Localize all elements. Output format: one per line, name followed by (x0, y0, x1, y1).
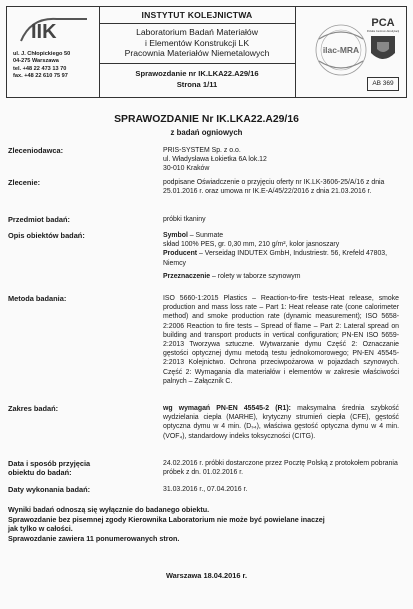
laboratory-name (99, 27, 295, 59)
lab-line: Laboratorium Badań Materiałów (136, 27, 258, 37)
header-center-cell (99, 7, 296, 97)
accreditation-number: AB 369 (367, 77, 399, 91)
note-line: Wyniki badań odnoszą się wyłącznie do badanego obiektu. (8, 505, 210, 514)
report-number: Sprawozdanie nr IK.LKA22.A29/16 (135, 69, 259, 78)
note-line: Sprawozdanie zawiera 11 ponumerowanych stron. (8, 533, 180, 543)
logo-text: IIK (31, 21, 57, 43)
place-and-date: Warszawa 18.04.2016 r. (165, 571, 248, 580)
purpose-value: – rolety w taborze szynowym (210, 272, 301, 280)
client-line: PRIS-SYSTEM Sp. z o.o. (163, 147, 241, 154)
order-label: Zlecenie: (8, 178, 41, 187)
header-right-cell (295, 7, 406, 97)
dates-label: Daty wykonania badań: (8, 485, 91, 494)
method-label: Metoda badania: (8, 294, 67, 303)
receipt-label (8, 459, 90, 477)
institute-address (13, 51, 70, 81)
ilac-text: ilac-MRA (322, 45, 360, 55)
scope-label: Zakres badań: (8, 404, 59, 413)
ik-logo (17, 13, 89, 43)
purpose-label: Przeznaczenie (163, 272, 211, 280)
symbol-value: – Sunmate (187, 232, 224, 239)
symbol-label: Symbol (163, 232, 188, 239)
header-left-cell (7, 7, 100, 97)
producer-label: Producent (163, 250, 198, 258)
client-label: Zleceniodawca: (8, 146, 64, 155)
address-line: ul. J. Chłopickiego 50 (13, 51, 71, 57)
note-line: jak tylko w całości. (8, 524, 73, 534)
report-notes (8, 505, 325, 543)
report-subtitle: z badań ogniowych (170, 128, 243, 137)
pca-subtext: Polskie Centrum Akredytacji (366, 30, 400, 33)
subject-label: Przedmiot badań: (8, 215, 71, 224)
address-line: 04-275 Warszawa (13, 58, 59, 65)
scope-lead: wg wymagań PN-EN 45545-2 (R1): (163, 405, 291, 412)
address-line: fax. +48 22 610 75 97 (13, 73, 68, 80)
producer-value: – Verseidag INDUTEX GmbH, Industriestr. 56, Krefeld 47803, Niemcy (163, 250, 388, 267)
report-reference (99, 63, 295, 90)
symbol-line (163, 231, 399, 240)
page-number: Strona 1/11 (176, 80, 218, 89)
description-value (163, 231, 399, 281)
address-line: tel. +48 22 473 13 70 (13, 65, 67, 72)
receipt-label-line: Data i sposób przyjęcia (8, 459, 91, 468)
header-box (6, 6, 407, 98)
note-line: Sprawozdanie bez pisemnej zgody Kierownika Laboratorium nie może być powielane inaczej (8, 514, 325, 524)
client-line: ul. Władysława Łokietka 6A lok.12 (163, 156, 267, 164)
description-label: Opis obiektów badań: (8, 231, 85, 240)
composition-line: skład 100% PES, gr. 0,30 mm, 210 g/m², kolor jasnoszary (163, 241, 340, 249)
pca-text: PCA (371, 17, 395, 29)
scope-text: maksymalna średnia szybkość wydzielania ciepła (MARHE), krytyczny strumień ciepła (CFE), gęstość optyczna dymu w 4 min. (Dₛ₄), właściwa gęstość optyczna dymu w 4 min. (VOF₄), standardowy indeks toksyczności (CITG). (163, 405, 399, 440)
scope-value (163, 404, 399, 441)
dates-value: 31.03.2016 r., 07.04.2016 r. (163, 486, 248, 493)
producer-line (163, 249, 399, 267)
order-value: podpisane Oświadczenie o przyjęciu oferty nr IK.LK-3606-25/A/16 z dnia 25.01.2016 r. oraz umowa nr IK.E-A/45/22/2016 z dnia 21.03.2016 r. (163, 179, 385, 196)
purpose-line (163, 272, 399, 281)
method-value: ISO 5660-1:2015 Plastics – Reaction-to-fire tests-Heat release, smoke production and mass loss rate – Part 1: Heat release rate (cone calorimeter method) and smoke production rate (dynamic measurement); ISO 5658-2:2006 Reaction to fire tests – Spread of flame – Part 2: Lateral spread on building and transport products in vertical configuration; PN-EN ISO 5659-2:2013 Tworzywa sztuczne. Wytwarzanie dymu Część 2: Oznaczanie gęstości optycznej dymu metodą testu jednokomorowego; PN-EN 45545-2:2013 Kolejnictwo. Ochrona przeciwpożarowa w pojazdach szynowych. Część 2: Wymagania dla materiałów i elementów w zakresie właściwości palnych – Załącznik C. (163, 295, 399, 385)
institute-name: INSTYTUT KOLEJNICTWA (99, 7, 295, 24)
pca-logo (365, 15, 401, 71)
receipt-value: 24.02.2016 r. próbki dostarczone przez Pocztę Polską z protokołem pobrania próbek z dn. 01.02.2016 r. (163, 460, 398, 477)
client-value (163, 146, 399, 174)
report-title: SPRAWOZDANIE Nr IK.LKA22.A29/16 (114, 114, 299, 125)
receipt-label-line: obiektu do badań: (8, 468, 72, 478)
lab-line: Pracownia Materiałów Niemetalowych (124, 48, 270, 58)
lab-line: i Elementów Konstrukcji LK (144, 37, 250, 48)
subject-value: próbki tkaniny (163, 216, 206, 223)
client-line: 30-010 Kraków (163, 165, 210, 173)
